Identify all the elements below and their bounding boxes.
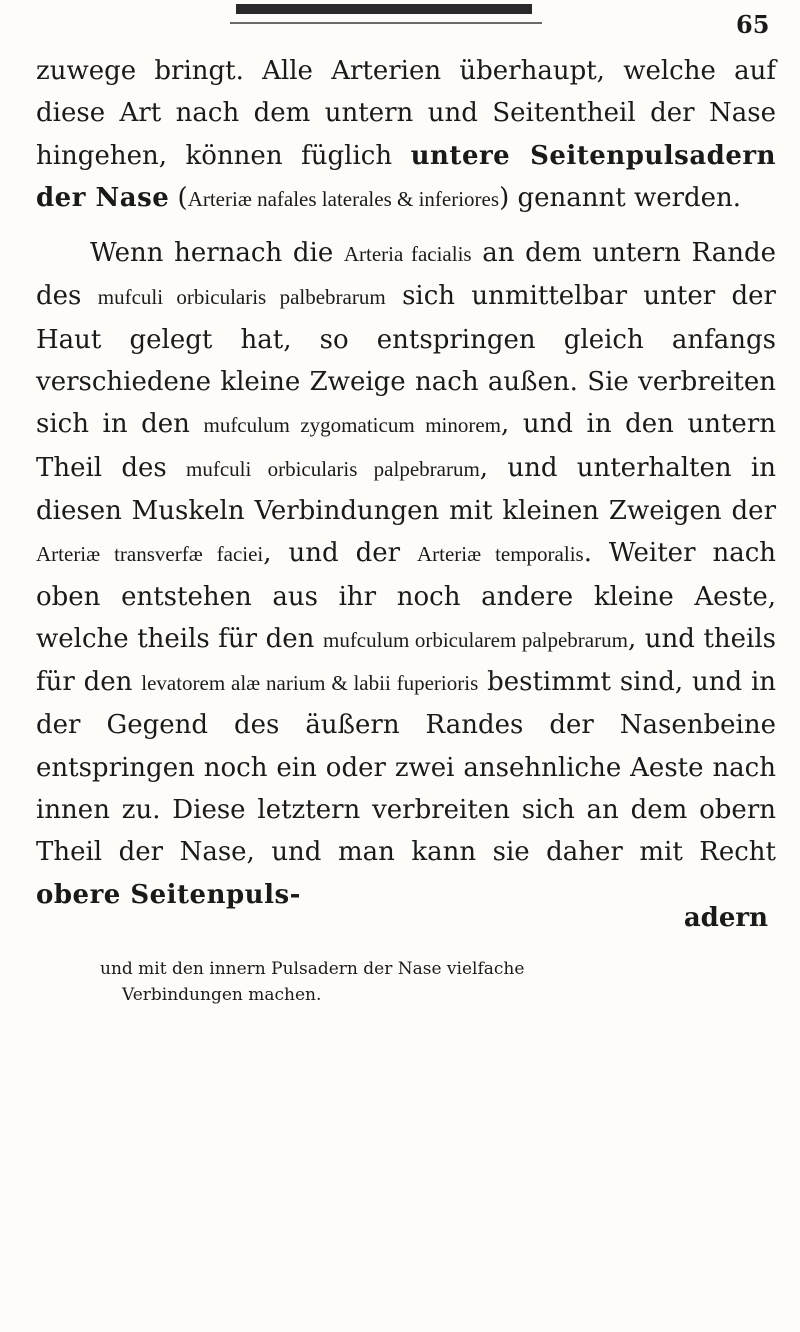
text-run-latin: mufculum orbicularem palpebrarum (322, 627, 628, 652)
text-run-latin: levatorem alæ narium & labii fuperioris (141, 671, 479, 696)
header-rule (236, 4, 532, 14)
text-run-latin: mufculum zygomaticum minorem (203, 413, 502, 438)
text-run-normal: ) genannt werden. (499, 182, 742, 213)
text-run-normal: . Weiter nach oben entstehen aus ihr noch andere kleine Aeste, welche theils für den (36, 538, 776, 654)
text-run-em: obere Seitenpuls- (36, 879, 301, 910)
paragraph-1 (36, 50, 776, 220)
text-run-normal: zuwege bringt. Alle Arterien überhaupt, welche auf diese Art nach dem untern und Seitentheil der Nase hingehen, können füglich (36, 56, 776, 171)
text-run-normal: Wenn hernach die (90, 238, 344, 269)
body-text (36, 50, 776, 916)
footnote-line-1: und mit den innern Pulsadern der Nase vielfache (100, 959, 525, 979)
text-run-normal: , und in den untern Theil des (36, 409, 776, 483)
text-run-normal: bestimmt sind, und in der Gegend des äußern Randes der Nasenbeine entspringen noch ein oder zwei ansehnliche Aeste nach innen zu. Diese letztern verbreiten sich an dem obern Theil der Nase, und man kann sie daher mit Recht (36, 667, 777, 868)
text-run-latin: Arteria facialis (343, 242, 472, 267)
page-number: 65 (736, 10, 770, 39)
footnote-line-2: Verbindungen machen. (122, 985, 322, 1005)
text-run-latin: Arteriæ temporalis (416, 542, 584, 567)
text-run-normal: sich unmittelbar unter der Haut gelegt hat, so entspringen gleich anfangs verschiedene kleine Zweige nach außen. Sie verbreiten sich in den (36, 281, 776, 440)
text-run-latin: Arteriæ transverfæ faciei (36, 542, 264, 567)
footnote (100, 956, 740, 1008)
text-run-normal: an dem untern Rande des (36, 238, 777, 312)
text-run-normal: , und der (263, 538, 417, 569)
catchword: adern (683, 903, 768, 933)
text-run-normal: ( (169, 182, 188, 213)
header-rule-thin (230, 22, 542, 24)
text-run-latin: mufculi orbicularis palpebrarum (186, 456, 480, 481)
text-run-latin: mufculi orbicularis palbebrarum (97, 285, 386, 310)
text-run-normal: , und unterhalten in diesen Muskeln Verbindungen mit kleinen Zweigen der (36, 452, 776, 526)
text-run-latin: Arteriæ nafales laterales & inferiores (187, 186, 500, 211)
text-run-em: untere Seitenpulsadern der Nase (36, 140, 776, 213)
paragraph-2 (36, 232, 776, 916)
text-run-normal: , und theils für den (36, 623, 777, 698)
